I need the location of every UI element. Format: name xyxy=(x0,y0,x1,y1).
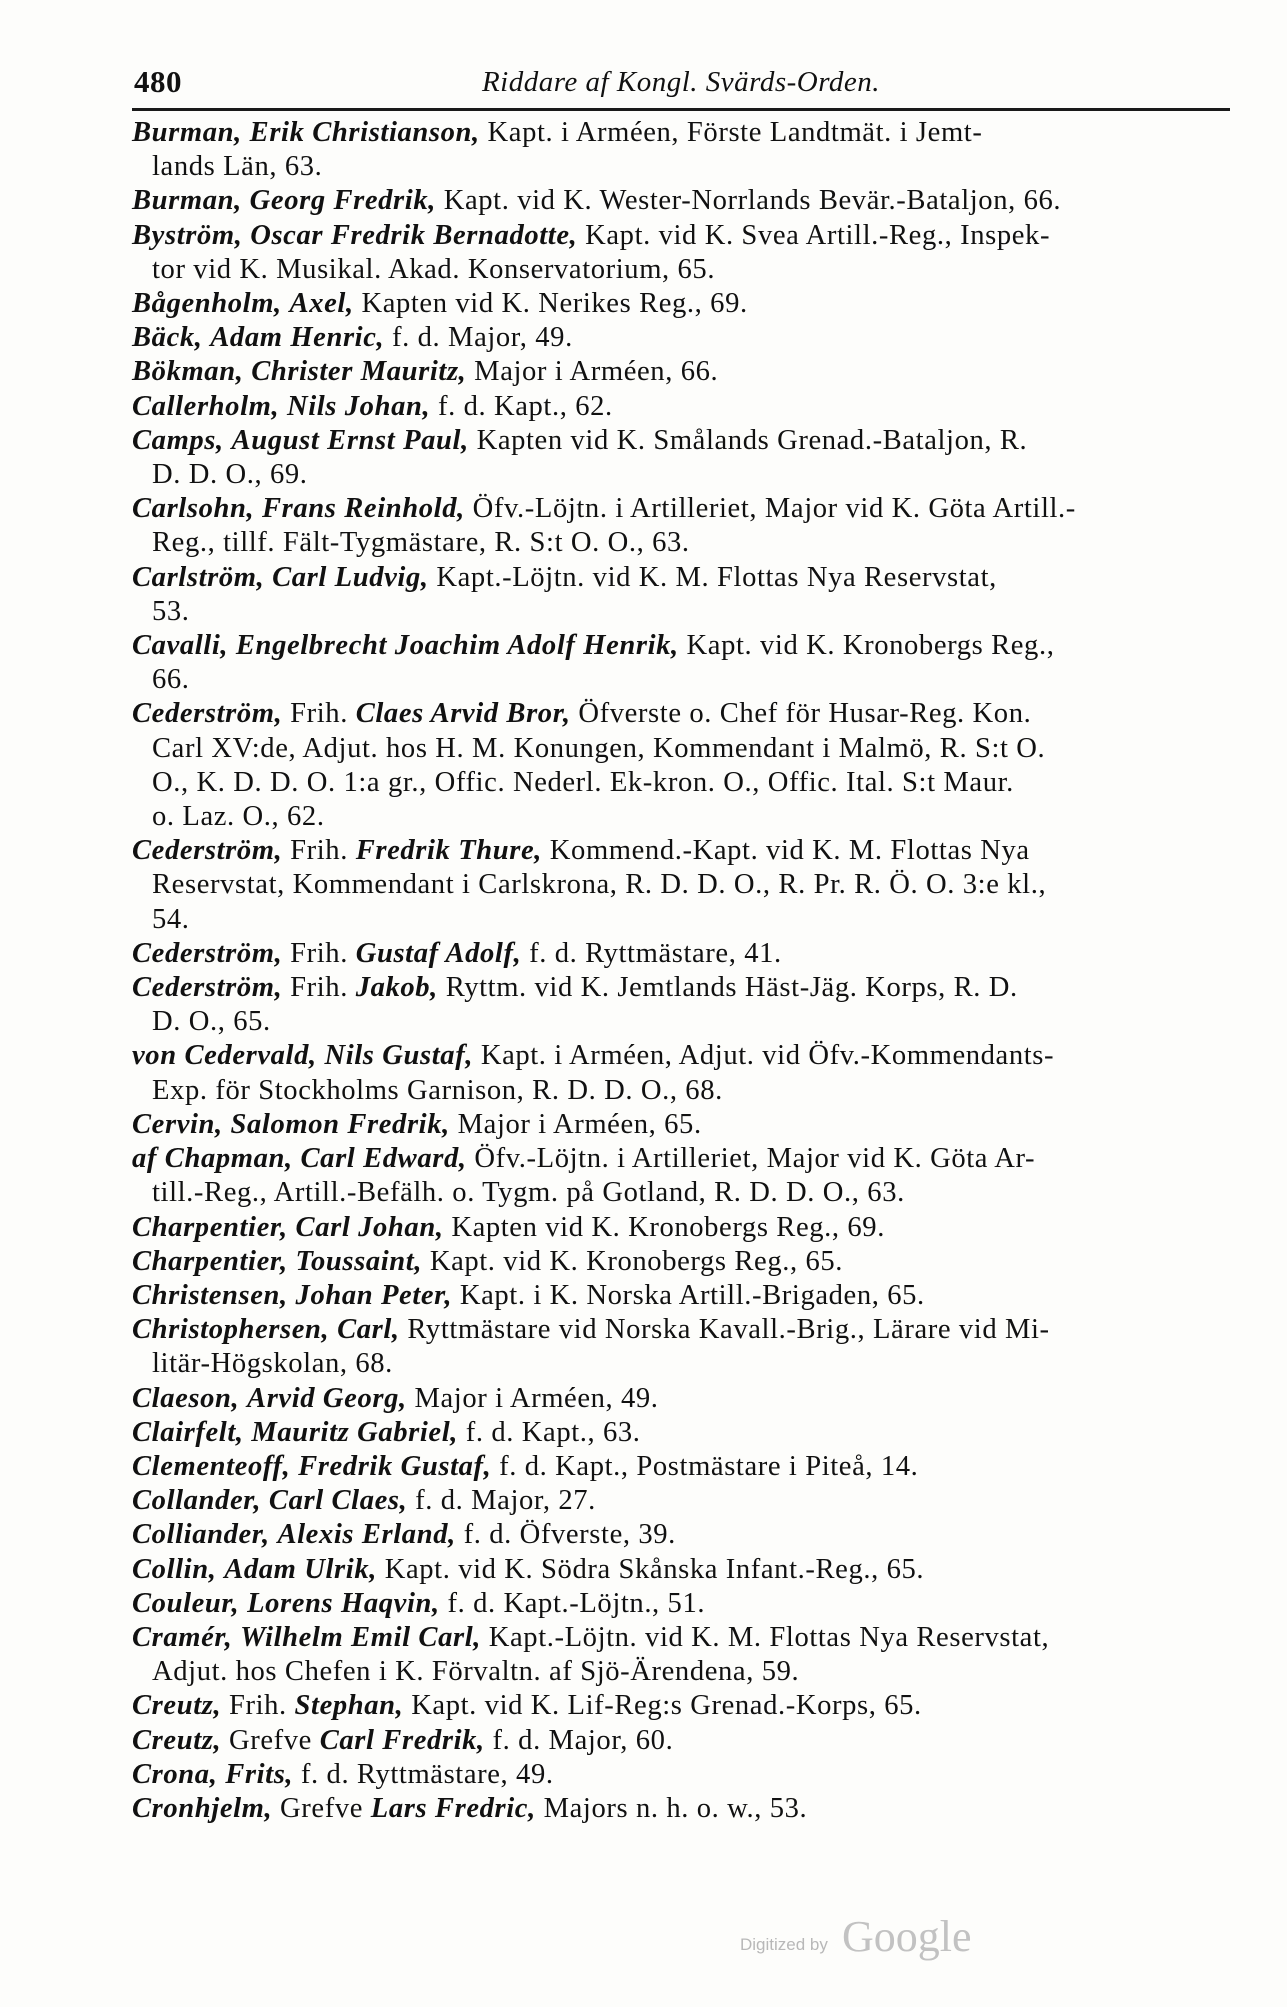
given-names: Christer Mauritz, xyxy=(251,356,467,388)
entry-details: Ryttm. vid K. Jemtlands Häst-Jäg. Korps, R. D. xyxy=(445,972,1018,1004)
given-names: Lorens Haqvin, xyxy=(247,1587,440,1619)
entry-first-line xyxy=(132,1724,1234,1758)
given-names: Arvid Georg, xyxy=(247,1382,407,1414)
given-names: Erik Christianson, xyxy=(249,117,480,148)
entry-continuation-line: Reg., tillf. Fält-Tygmästare, R. S:t O. O., 63. xyxy=(152,527,690,559)
entry-first-line xyxy=(132,424,1234,458)
name-prefix: af xyxy=(132,1143,158,1175)
given-names: Adam Ulrik, xyxy=(224,1553,377,1585)
entry-first-line xyxy=(132,219,1234,253)
given-names: Carl Fredrik, xyxy=(319,1724,485,1756)
register-entry xyxy=(132,834,1234,937)
surname: Christophersen, xyxy=(132,1314,330,1346)
entry-continuation-line: lands Län, 63. xyxy=(152,151,323,183)
entry-details: Kapt. vid K. Kronobergs Reg., 65. xyxy=(429,1245,844,1277)
entry-continuation-line: litär-Högskolan, 68. xyxy=(152,1348,393,1380)
surname: Carlsohn, xyxy=(132,493,255,525)
entry-details: Kapt. vid K. Wester-Norrlands Bevär.-Bataljon, 66. xyxy=(443,185,1062,217)
register-entry xyxy=(132,1382,1234,1416)
entry-details: Kapt. vid K. Södra Skånska Infant.-Reg., 65. xyxy=(384,1553,925,1585)
register-entry xyxy=(132,937,1234,971)
given-names: Stephan, xyxy=(294,1690,404,1722)
entry-first-line xyxy=(132,355,1234,389)
given-names: Gustaf Adolf, xyxy=(355,937,522,969)
entry-continuation-line: 53. xyxy=(152,595,190,627)
given-names: Carl Claes, xyxy=(268,1485,408,1517)
given-names: Fredrik Thure, xyxy=(355,835,543,867)
noble-title: Frih. xyxy=(228,1690,287,1722)
entry-details: Major i Arméen, 66. xyxy=(474,356,719,388)
surname: Bökman, xyxy=(132,356,244,388)
register-entry xyxy=(132,1142,1234,1210)
entry-details: f. d. Kapt.-Löjtn., 51. xyxy=(447,1587,706,1619)
register-entry xyxy=(132,697,1234,834)
register-entry xyxy=(132,492,1234,560)
entry-details: f. d. Ryttmästare, 41. xyxy=(529,937,782,969)
entry-first-line xyxy=(132,971,1234,1005)
register-entry xyxy=(132,1484,1234,1518)
surname: Cederström, xyxy=(132,937,283,969)
noble-title: Grefve xyxy=(280,1792,364,1824)
given-names: Wilhelm Emil Carl, xyxy=(240,1621,481,1653)
surname: Chapman, xyxy=(164,1143,293,1175)
entry-first-line xyxy=(132,1039,1234,1073)
entry-details: Kapt.-Löjtn. vid K. M. Flottas Nya Reservstat, xyxy=(488,1621,1050,1653)
given-names: Carl Ludvig, xyxy=(272,561,429,593)
entry-details: Öfv.-Löjtn. i Artilleriet, Major vid K. Göta Ar- xyxy=(474,1143,1036,1175)
register-entry xyxy=(132,1758,1234,1792)
surname: Collander, xyxy=(132,1485,262,1517)
entry-first-line xyxy=(132,1313,1234,1347)
entry-first-line xyxy=(132,629,1234,663)
given-names: Mauritz Gabriel, xyxy=(251,1416,459,1448)
register-entry xyxy=(132,629,1234,697)
surname: Charpentier, xyxy=(132,1245,288,1277)
entry-details: Öfv.-Löjtn. i Artilleriet, Major vid K. Göta Artill.- xyxy=(472,493,1076,525)
entry-first-line xyxy=(132,1142,1234,1176)
given-names: Engelbrecht Joachim Adolf Henrik, xyxy=(235,630,679,662)
entry-first-line xyxy=(132,1518,1234,1552)
surname: Camps, xyxy=(132,424,224,456)
given-names: Carl, xyxy=(337,1314,400,1346)
entry-continuation-line: Carl XV:de, Adjut. hos H. M. Konungen, Kommendant i Malmö, R. S:t O. xyxy=(152,732,1046,764)
register-entry xyxy=(132,1450,1234,1484)
given-names: Nils Johan, xyxy=(286,390,431,422)
register-entry xyxy=(132,1587,1234,1621)
noble-title: Frih. xyxy=(290,835,348,867)
surname: Collin, xyxy=(132,1553,217,1585)
surname: Cederström, xyxy=(132,972,283,1004)
entry-details: f. d. Öfverste, 39. xyxy=(463,1519,676,1551)
entry-first-line xyxy=(132,287,1234,321)
entry-details: Öfverste o. Chef för Husar-Reg. Kon. xyxy=(578,698,1032,730)
entry-details: f. d. Kapt., 62. xyxy=(437,390,613,422)
register-entry xyxy=(132,321,1234,355)
entry-first-line xyxy=(132,1211,1234,1245)
surname: Charpentier, xyxy=(132,1211,288,1243)
register-entry xyxy=(132,1416,1234,1450)
entry-first-line xyxy=(132,1689,1234,1723)
given-names: Jakob, xyxy=(355,972,438,1004)
name-prefix: von xyxy=(132,1040,177,1072)
entry-continuation-line: 66. xyxy=(152,664,190,696)
entry-details: Ryttmästare vid Norska Kavall.-Brig., Lärare vid Mi- xyxy=(407,1314,1050,1346)
entry-first-line xyxy=(132,390,1234,424)
register-entry xyxy=(132,971,1234,1039)
register-entry xyxy=(132,1313,1234,1381)
surname: Bäck, xyxy=(132,322,203,354)
running-title: Riddare af Kongl. Svärds-Orden. xyxy=(481,66,881,98)
surname: Cedervald, xyxy=(184,1040,317,1072)
entry-details: Majors n. h. o. w., 53. xyxy=(543,1792,808,1824)
noble-title: Grefve xyxy=(228,1724,312,1756)
noble-title: Frih. xyxy=(290,937,348,969)
entry-first-line xyxy=(132,492,1234,526)
entry-details: f. d. Major, 60. xyxy=(492,1724,674,1756)
surname: Byström, xyxy=(132,219,243,251)
entry-details: Kapt. i Arméen, Adjut. vid Öfv.-Kommendants- xyxy=(480,1040,1055,1072)
entry-details: Kapt. i Arméen, Förste Landtmät. i Jemt- xyxy=(487,117,983,148)
entry-continuation-line: O., K. D. D. O. 1:a gr., Offic. Nederl. Ek-kron. O., Offic. Ital. S:t Maur. xyxy=(152,766,1014,798)
register-entry xyxy=(132,561,1234,629)
surname: Clementeoff, xyxy=(132,1450,291,1482)
entry-first-line xyxy=(132,1553,1234,1587)
entry-first-line xyxy=(132,1792,1234,1826)
page-header xyxy=(132,64,1230,110)
register-entries xyxy=(132,116,1234,1826)
register-entry xyxy=(132,1039,1234,1107)
register-entry xyxy=(132,424,1234,492)
surname: Cervin, xyxy=(132,1108,223,1140)
entry-details: Kapt. vid K. Kronobergs Reg., xyxy=(686,630,1055,662)
entry-first-line xyxy=(132,561,1234,595)
register-entry xyxy=(132,390,1234,424)
given-names: Carl Johan, xyxy=(295,1211,444,1243)
register-entry xyxy=(132,1724,1234,1758)
entry-first-line xyxy=(132,1758,1234,1792)
given-names: Alexis Erland, xyxy=(277,1519,456,1551)
given-names: Georg Fredrik, xyxy=(249,185,436,217)
digitized-by-watermark xyxy=(740,1905,1000,1965)
entry-first-line xyxy=(132,116,1234,150)
entry-first-line xyxy=(132,1279,1234,1313)
entry-continuation-line: till.-Reg., Artill.-Befälh. o. Tygm. på Gotland, R. D. D. O., 63. xyxy=(152,1177,905,1209)
surname: Cavalli, xyxy=(132,630,229,662)
register-entry xyxy=(132,1518,1234,1552)
surname: Burman, xyxy=(132,117,242,148)
entry-first-line xyxy=(132,1484,1234,1518)
entry-details: Kommend.-Kapt. vid K. M. Flottas Nya xyxy=(549,835,1030,867)
entry-details: Kapt.-Löjtn. vid K. M. Flottas Nya Reservstat, xyxy=(436,561,997,593)
surname: Creutz, xyxy=(132,1690,222,1722)
entry-continuation-line: 54. xyxy=(152,903,190,935)
register-entry xyxy=(132,287,1234,321)
surname: Cederström, xyxy=(132,835,283,867)
entry-first-line xyxy=(132,1450,1234,1484)
entry-continuation-line: D. D. O., 69. xyxy=(152,459,308,491)
entry-details: Major i Arméen, 65. xyxy=(457,1108,702,1140)
register-entry xyxy=(132,116,1234,184)
register-entry xyxy=(132,1689,1234,1723)
given-names: Carl Edward, xyxy=(300,1143,467,1175)
surname: Christensen, xyxy=(132,1279,288,1311)
given-names: Axel, xyxy=(289,288,354,320)
entry-details: f. d. Kapt., Postmästare i Piteå, 14. xyxy=(499,1450,919,1482)
entry-first-line xyxy=(132,1245,1234,1279)
entry-details: f. d. Major, 27. xyxy=(415,1485,596,1517)
entry-first-line xyxy=(132,1416,1234,1450)
register-entry xyxy=(132,1621,1234,1689)
given-names: Fredrik Gustaf, xyxy=(298,1450,492,1482)
surname: Callerholm, xyxy=(132,390,280,422)
entry-details: Kapten vid K. Nerikes Reg., 69. xyxy=(361,288,748,320)
entry-details: f. d. Ryttmästare, 49. xyxy=(300,1758,554,1790)
given-names: August Ernst Paul, xyxy=(231,424,469,456)
register-entry xyxy=(132,1279,1234,1313)
surname: Creutz, xyxy=(132,1724,222,1756)
given-names: Claes Arvid Bror, xyxy=(355,698,571,730)
given-names: Oscar Fredrik Bernadotte, xyxy=(250,219,578,251)
entry-first-line xyxy=(132,1621,1234,1655)
entry-details: f. d. Major, 49. xyxy=(392,322,573,354)
register-entry xyxy=(132,1108,1234,1142)
digitized-by-label: Digitized by xyxy=(740,1935,828,1954)
entry-first-line xyxy=(132,834,1234,868)
surname: Cederström, xyxy=(132,698,283,730)
entry-first-line xyxy=(132,1108,1234,1142)
register-entry xyxy=(132,184,1234,218)
register-entry xyxy=(132,1211,1234,1245)
entry-details: Kapt. vid K. Svea Artill.-Reg., Inspek- xyxy=(585,219,1051,251)
given-names: Salomon Fredrik, xyxy=(230,1108,450,1140)
entry-details: Kapt. vid K. Lif-Reg:s Grenad.-Korps, 65. xyxy=(411,1690,922,1722)
entry-continuation-line: o. Laz. O., 62. xyxy=(152,801,325,833)
entry-continuation-line: Exp. för Stockholms Garnison, R. D. D. O., 68. xyxy=(152,1074,723,1106)
surname: Couleur, xyxy=(132,1587,240,1619)
entry-details: Kapten vid K. Smålands Grenad.-Bataljon, R. xyxy=(476,424,1028,456)
entry-continuation-line: Adjut. hos Chefen i K. Förvaltn. af Sjö-Ärendena, 59. xyxy=(152,1656,800,1688)
given-names: Adam Henric, xyxy=(210,322,385,354)
entry-details: Major i Arméen, 49. xyxy=(414,1382,659,1414)
surname: Carlström, xyxy=(132,561,265,593)
entry-continuation-line: Reservstat, Kommendant i Carlskrona, R. D. D. O., R. Pr. R. Ö. O. 3:e kl., xyxy=(152,869,1047,901)
entry-first-line xyxy=(132,1382,1234,1416)
entry-first-line xyxy=(132,321,1234,355)
entry-details: Kapten vid K. Kronobergs Reg., 69. xyxy=(451,1211,885,1243)
entry-first-line xyxy=(132,1587,1234,1621)
entry-details: Kapt. i K. Norska Artill.-Brigaden, 65. xyxy=(459,1279,925,1311)
register-entry xyxy=(132,355,1234,389)
surname: Burman, xyxy=(132,185,242,217)
register-entry xyxy=(132,1792,1234,1826)
page-number: 480 xyxy=(134,64,182,99)
google-logo: Google xyxy=(842,1912,972,1961)
given-names: Toussaint, xyxy=(295,1245,423,1277)
entry-continuation-line: D. O., 65. xyxy=(152,1006,271,1038)
surname: Cramér, xyxy=(132,1621,233,1653)
register-entry xyxy=(132,1245,1234,1279)
surname: Colliander, xyxy=(132,1519,270,1551)
entry-continuation-line: tor vid K. Musikal. Akad. Konservatorium, 65. xyxy=(152,253,716,285)
given-names: Frans Reinhold, xyxy=(261,493,465,525)
given-names: Frits, xyxy=(225,1758,294,1790)
surname: Bågenholm, xyxy=(132,288,282,320)
surname: Crona, xyxy=(132,1758,218,1790)
noble-title: Frih. xyxy=(290,698,348,730)
given-names: Nils Gustaf, xyxy=(324,1040,474,1072)
noble-title: Frih. xyxy=(290,972,348,1004)
register-entry xyxy=(132,1553,1234,1587)
entry-first-line xyxy=(132,937,1234,971)
given-names: Lars Fredric, xyxy=(370,1792,536,1824)
entry-first-line xyxy=(132,184,1234,218)
header-rule xyxy=(132,108,1230,111)
surname: Cronhjelm, xyxy=(132,1792,273,1824)
entry-details: f. d. Kapt., 63. xyxy=(465,1416,641,1448)
surname: Clairfelt, xyxy=(132,1416,244,1448)
entry-first-line xyxy=(132,697,1234,731)
given-names: Johan Peter, xyxy=(295,1279,453,1311)
surname: Claeson, xyxy=(132,1382,240,1414)
register-entry xyxy=(132,219,1234,287)
